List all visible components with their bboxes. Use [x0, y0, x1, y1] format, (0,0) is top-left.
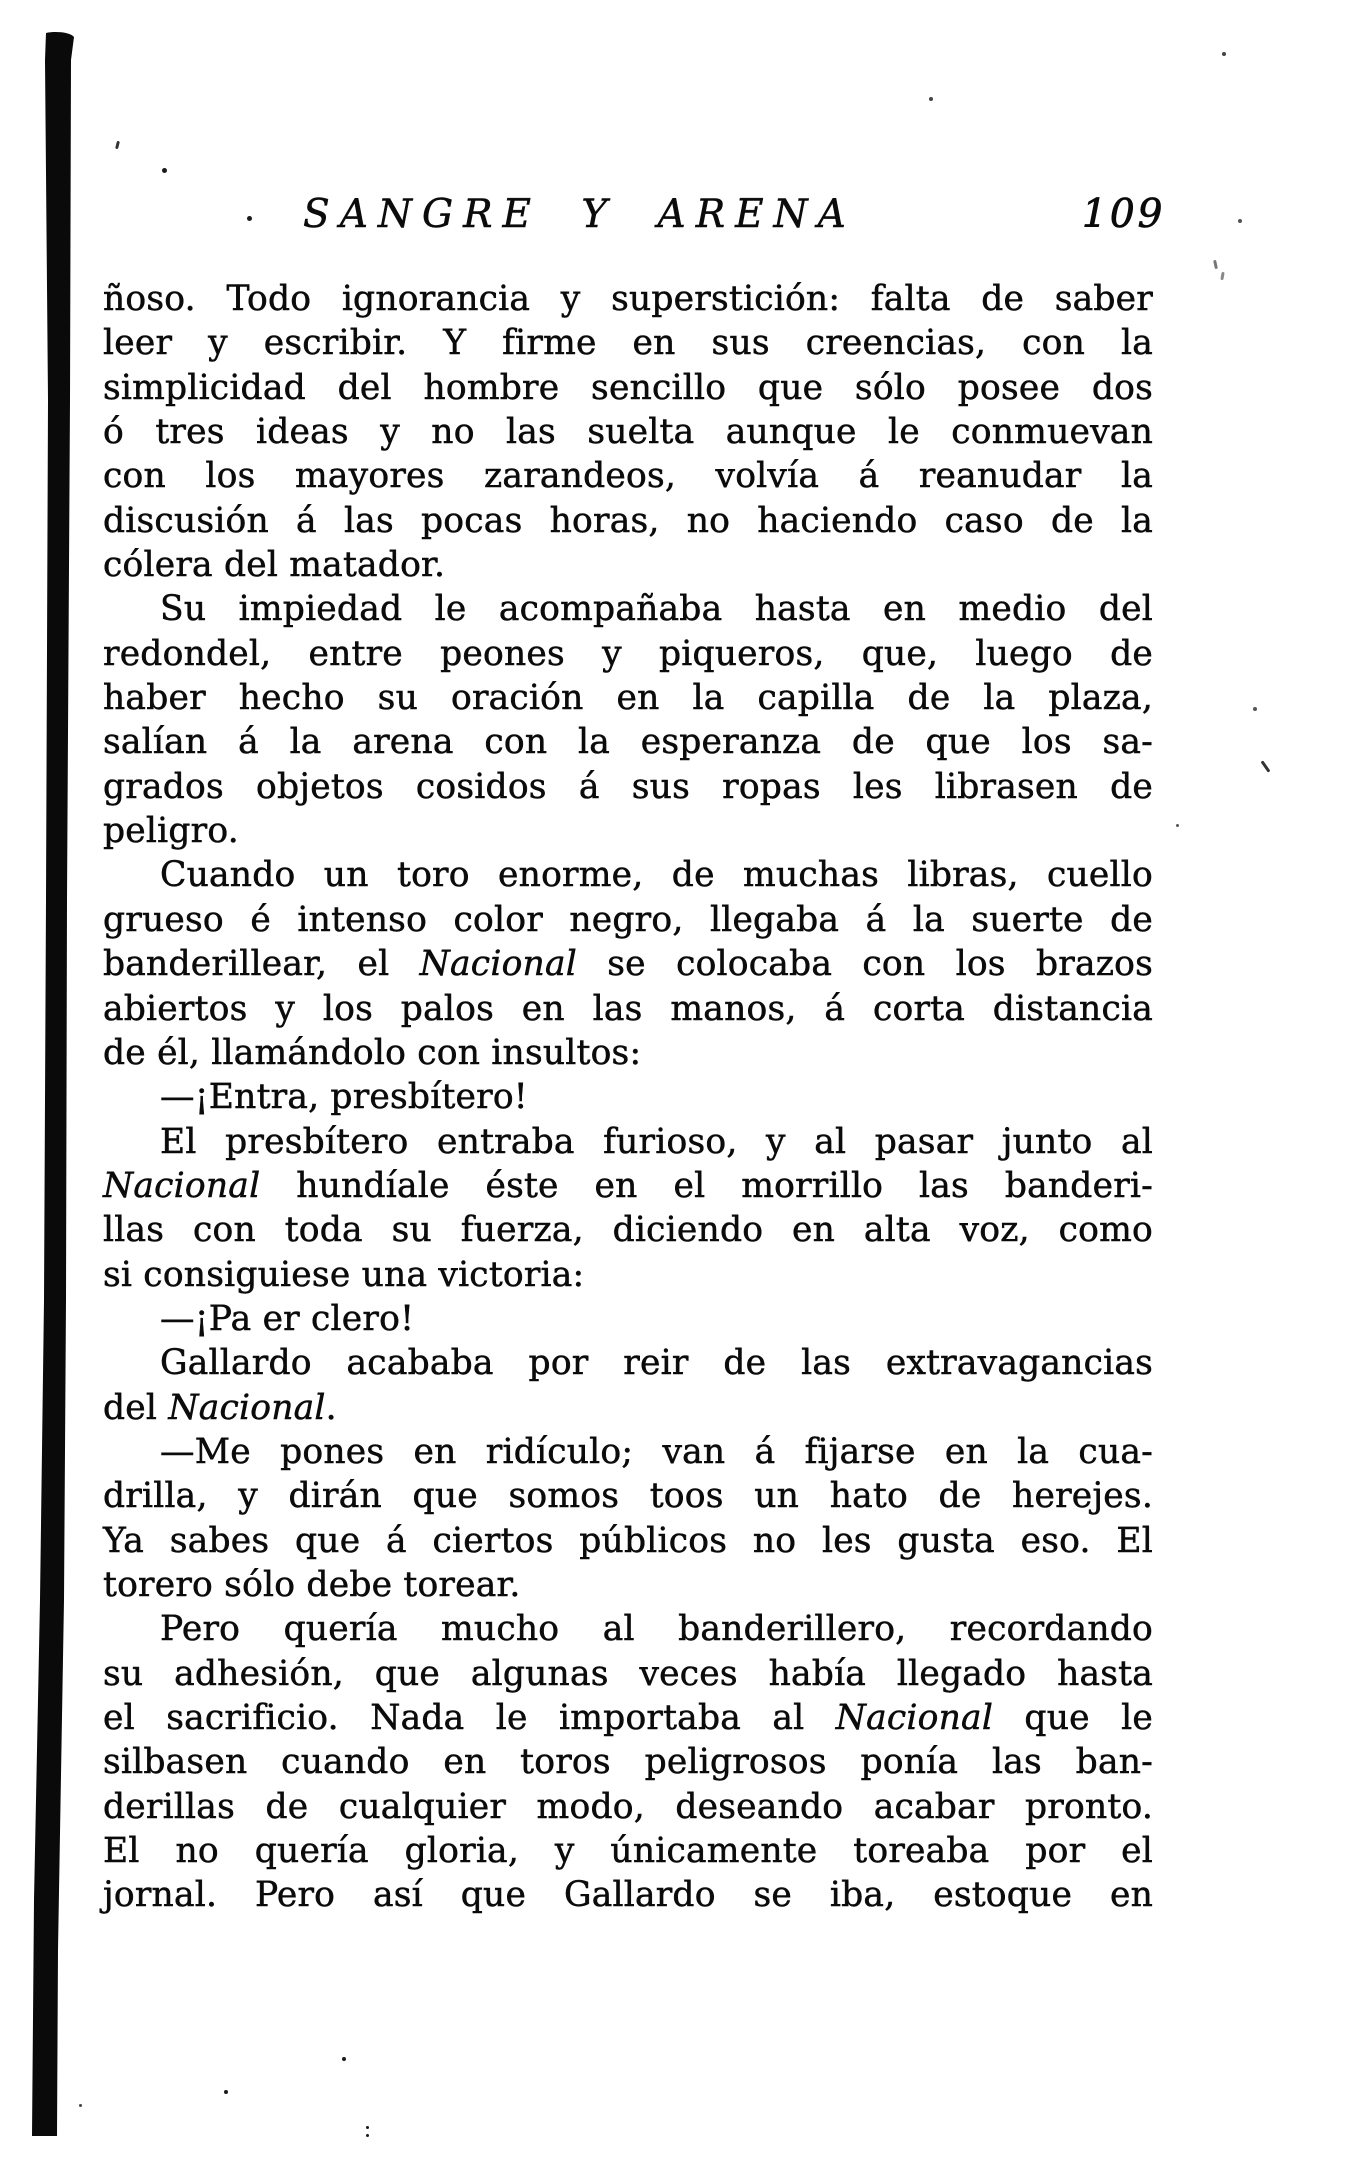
paragraph [103, 1075, 1153, 1119]
text-segment: abiertos y los palos en las manos, á corta distancia [103, 988, 1153, 1029]
page-text [103, 277, 1153, 1918]
text-segment: leer y escribir. Y firme en sus creencias, con la [103, 323, 1153, 364]
text-segment: —¡Pa er clero! [160, 1298, 415, 1339]
text-segment: . [325, 1387, 337, 1428]
text-line [103, 366, 1153, 410]
scan-speck [79, 2104, 82, 2107]
text-segment: grados objetos cosidos á sus ropas les librasen de [103, 766, 1153, 807]
text-segment: Ya sabes que á ciertos públicos no les gusta eso. El [103, 1520, 1153, 1561]
text-line [103, 720, 1153, 764]
text-segment: —¡Entra, presbítero! [160, 1077, 528, 1118]
text-segment: drilla, y dirán que somos toos un hato de herejes. [103, 1476, 1153, 1517]
text-line [103, 454, 1153, 498]
scan-speck [366, 2126, 369, 2129]
text-segment: derillas de cualquier modo, deseando acabar pronto. [103, 1786, 1153, 1827]
text-line [103, 1164, 1153, 1208]
scan-speck [247, 216, 252, 221]
text-segment: Cuando un toro enorme, de muchas libras, cuello [160, 855, 1153, 896]
text-line [103, 1120, 1153, 1164]
text-line [103, 587, 1153, 631]
text-segment: Pero quería mucho al banderillero, recordando [160, 1609, 1153, 1650]
scan-speck [1176, 824, 1179, 827]
text-segment: su adhesión, que algunas veces había llegado hasta [103, 1653, 1153, 1694]
text-line [103, 1607, 1153, 1651]
scan-speck [1253, 707, 1257, 711]
text-segment: banderillear, el [103, 944, 420, 985]
text-segment: de él, llamándolo con insultos: [103, 1032, 642, 1073]
text-segment: —Me pones en ridículo; van á fijarse en la cua- [160, 1431, 1153, 1472]
text-segment: discusión á las pocas horas, no haciendo caso de la [103, 500, 1153, 541]
text-segment: salían á la arena con la esperanza de que los sa- [103, 722, 1153, 763]
text-segment: jornal. Pero así que Gallardo se iba, estoque en [103, 1875, 1153, 1916]
scan-speck [929, 97, 933, 101]
text-segment: redondel, entre peones y piqueros, que, luego de [103, 633, 1153, 674]
text-line [103, 499, 1153, 543]
text-line [103, 1829, 1153, 1873]
text-line [103, 1519, 1153, 1563]
text-segment: ñoso. Todo ignorancia y superstición: falta de saber [103, 279, 1153, 319]
text-segment: Gallardo acababa por reir de las extravagancias [160, 1343, 1153, 1384]
scan-speck [366, 2134, 369, 2137]
text-line [103, 809, 1153, 853]
text-line [103, 1075, 1153, 1119]
text-line [103, 1253, 1153, 1297]
text-line [103, 1474, 1153, 1518]
scan-speck [1238, 219, 1242, 223]
text-line [103, 898, 1153, 942]
paragraph [103, 1120, 1153, 1297]
text-line [103, 1341, 1153, 1385]
paragraph [103, 587, 1153, 853]
text-line [103, 853, 1153, 897]
italic-word: Nacional [835, 1698, 994, 1738]
text-line [103, 1740, 1153, 1784]
text-line [103, 632, 1153, 676]
text-line [103, 1386, 1153, 1430]
scan-speck [1222, 52, 1226, 56]
scan-speck [342, 2057, 346, 2061]
text-line [103, 676, 1153, 720]
text-segment: El presbítero entraba furioso, y al pasar junto al [160, 1121, 1153, 1162]
text-line [103, 1785, 1153, 1829]
text-line [103, 1696, 1153, 1740]
paragraph [103, 853, 1153, 1075]
text-line [103, 321, 1153, 365]
paragraph [103, 277, 1153, 587]
text-segment: llas con toda su fuerza, diciendo en alta voz, como [103, 1210, 1153, 1251]
italic-word: Nacional [103, 1165, 261, 1206]
scan-speck [224, 2090, 228, 2094]
text-segment: simplicidad del hombre sencillo que sólo posee dos [103, 367, 1153, 408]
text-segment: hundíale éste en el morrillo las banderi- [260, 1165, 1153, 1206]
text-line [103, 1873, 1153, 1917]
text-segment: cólera del matador. [103, 545, 446, 586]
text-segment: grueso é intenso color negro, llegaba á la suerte de [103, 899, 1153, 940]
text-segment: Su impiedad le acompañaba hasta en medio del [160, 589, 1153, 630]
text-segment: ó tres ideas y no las suelta aunque le conmuevan [103, 412, 1153, 453]
text-line [103, 942, 1153, 986]
text-segment: con los mayores zarandeos, volvía á reanudar la [103, 456, 1153, 497]
scan-speck [115, 141, 120, 149]
text-segment: si consiguiese una victoria: [103, 1254, 585, 1295]
text-segment: el sacrificio. Nada le importaba al [103, 1698, 836, 1738]
text-line [103, 410, 1153, 454]
paragraph [103, 1430, 1153, 1607]
text-line [103, 277, 1153, 321]
text-line [103, 1652, 1153, 1696]
text-line [103, 987, 1153, 1031]
text-line [103, 1208, 1153, 1252]
text-line [103, 1563, 1153, 1607]
scan-speck [1213, 260, 1218, 269]
paragraph [103, 1607, 1153, 1917]
italic-word: Nacional [419, 944, 577, 985]
text-line [103, 765, 1153, 809]
text-segment: El no quería gloria, y únicamente toreaba por el [103, 1831, 1153, 1872]
scan-speck [1261, 760, 1271, 772]
scan-speck [1220, 272, 1224, 280]
paragraph [103, 1297, 1153, 1341]
text-segment: se colocaba con los brazos [576, 944, 1153, 985]
book-binding-shadow [0, 0, 90, 2175]
text-segment: peligro. [103, 811, 239, 852]
text-line [103, 1430, 1153, 1474]
text-segment: silbasen cuando en toros peligrosos ponía las ban- [103, 1742, 1153, 1783]
text-line [103, 1031, 1153, 1075]
running-header-title: SANGRE Y ARENA [303, 192, 856, 237]
text-segment: del [103, 1387, 169, 1428]
italic-word: Nacional [168, 1387, 326, 1428]
paragraph [103, 1341, 1153, 1430]
text-line [103, 1297, 1153, 1341]
text-segment: haber hecho su oración en la capilla de la plaza, [103, 678, 1153, 719]
text-line [103, 543, 1153, 587]
page-number: 109 [1082, 192, 1166, 237]
scan-speck [162, 168, 167, 173]
text-segment: torero sólo debe torear. [103, 1564, 521, 1605]
text-segment: que le [993, 1698, 1153, 1738]
